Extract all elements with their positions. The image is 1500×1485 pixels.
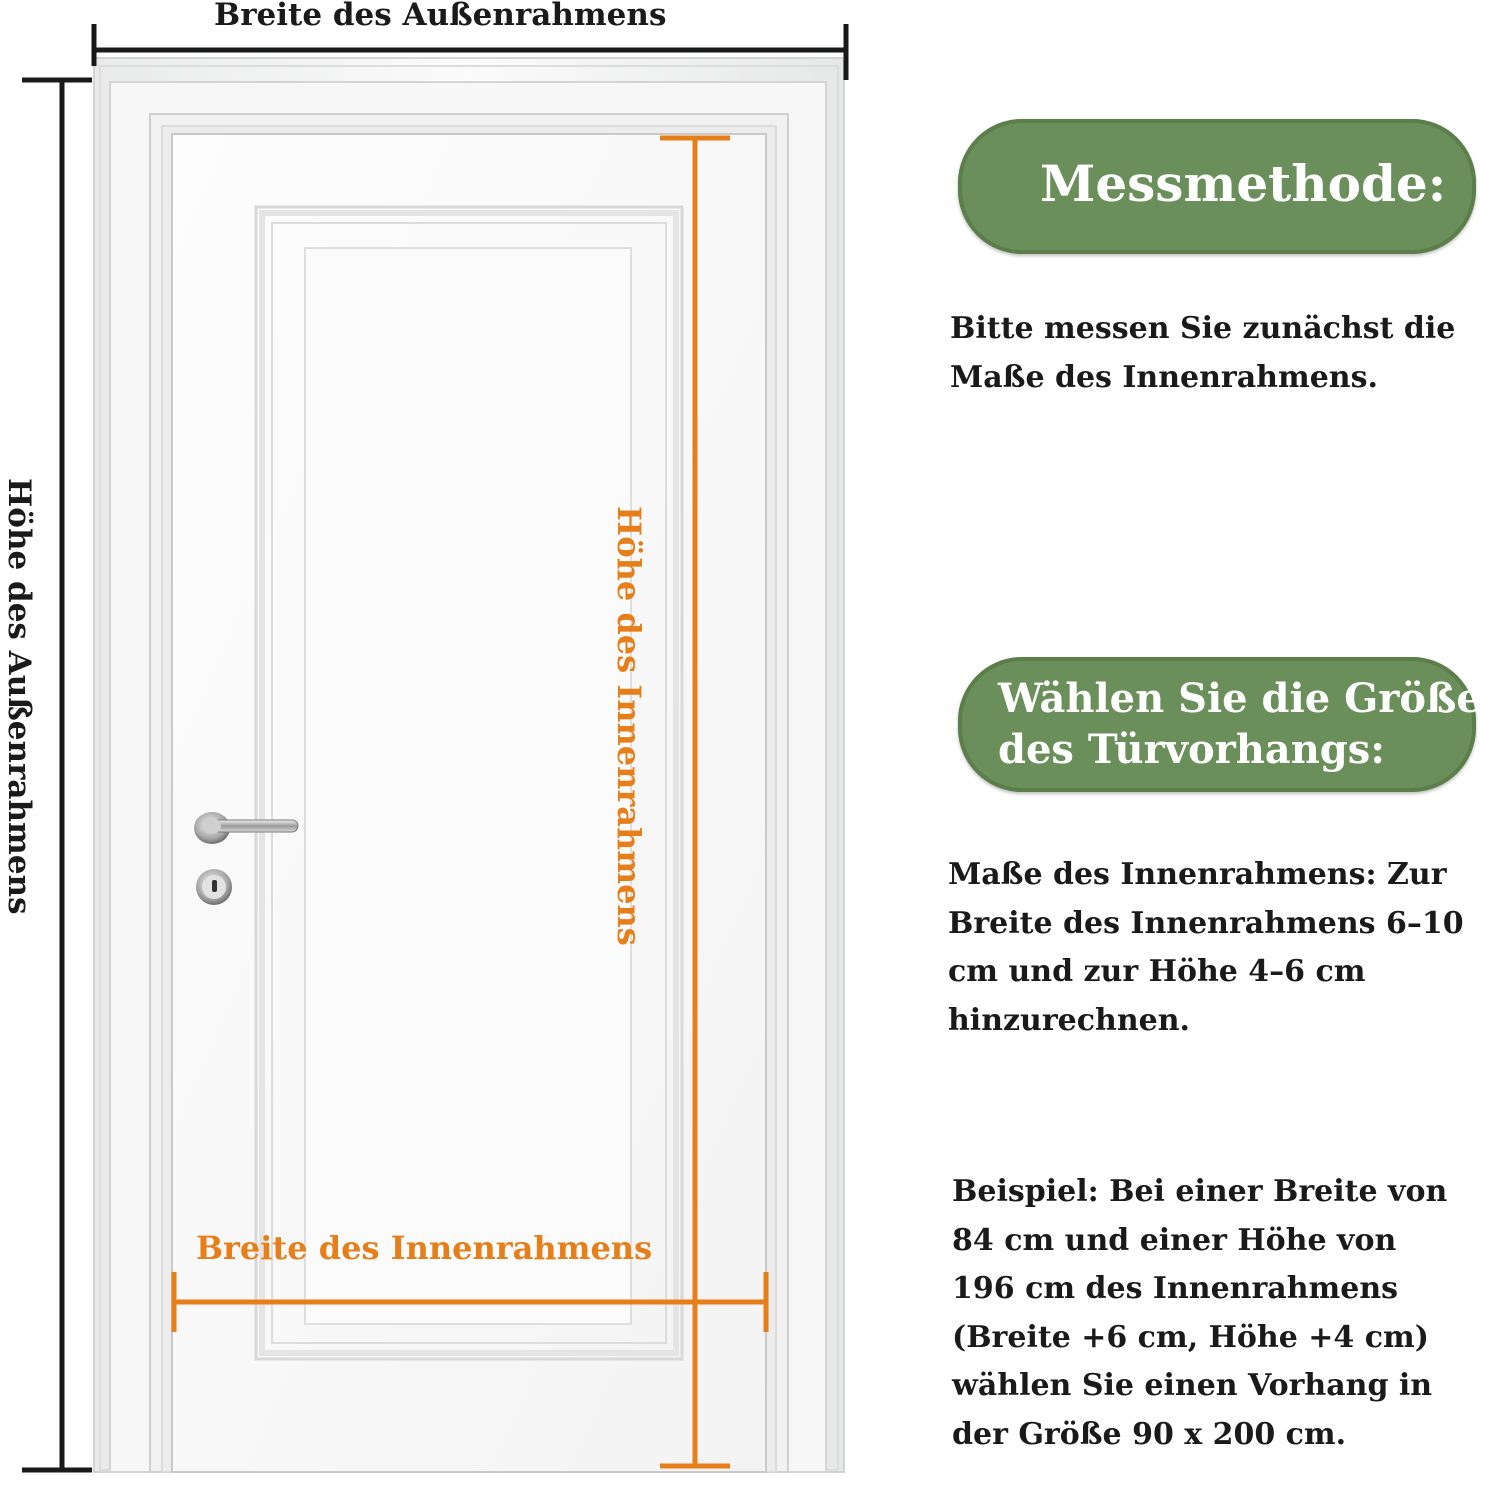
example-paragraph <box>952 1168 1447 1459</box>
step2-paragraph <box>948 851 1464 1045</box>
example-line: der Größe 90 x 200 cm. <box>952 1416 1347 1452</box>
outer-width-label: Breite des Außenrahmens <box>214 0 667 33</box>
door-slab <box>172 134 766 1472</box>
inner-width-label: Breite des Innenrahmens <box>196 1229 653 1267</box>
heading-choose-size-text <box>998 673 1482 775</box>
step1-paragraph <box>950 305 1455 402</box>
inner-height-label: Höhe des Innenrahmens <box>610 506 648 946</box>
heading-choose-size-line: Wählen Sie die Größe <box>998 675 1482 722</box>
example-line: 196 cm des Innenrahmens <box>952 1271 1399 1306</box>
step1-line: Maße des Innenrahmens. <box>950 359 1378 395</box>
step2-line: Maße des Innenrahmens: Zur <box>948 857 1447 892</box>
heading-measuring-method <box>958 119 1476 254</box>
heading-measuring-method-text: Messmethode: <box>1040 154 1447 213</box>
step2-line: hinzurechnen. <box>948 1002 1190 1038</box>
heading-choose-size <box>958 657 1482 792</box>
step2-line: Breite des Innenrahmens 6–10 <box>948 905 1464 941</box>
step2-line: cm und zur Höhe 4–6 cm <box>948 954 1366 989</box>
example-line: Beispiel: Bei einer Breite von <box>952 1174 1448 1209</box>
example-line: (Breite +6 cm, Höhe +4 cm) <box>952 1319 1429 1355</box>
example-line: wählen Sie einen Vorhang in <box>952 1368 1433 1403</box>
heading-choose-size-line: des Türvorhangs: <box>998 726 1386 773</box>
outer-height-label: Höhe des Außenrahmens <box>1 478 37 915</box>
example-line: 84 cm und einer Höhe von <box>952 1222 1397 1258</box>
keyhole-icon <box>196 869 232 905</box>
step1-line: Bitte messen Sie zunächst die <box>950 311 1456 346</box>
